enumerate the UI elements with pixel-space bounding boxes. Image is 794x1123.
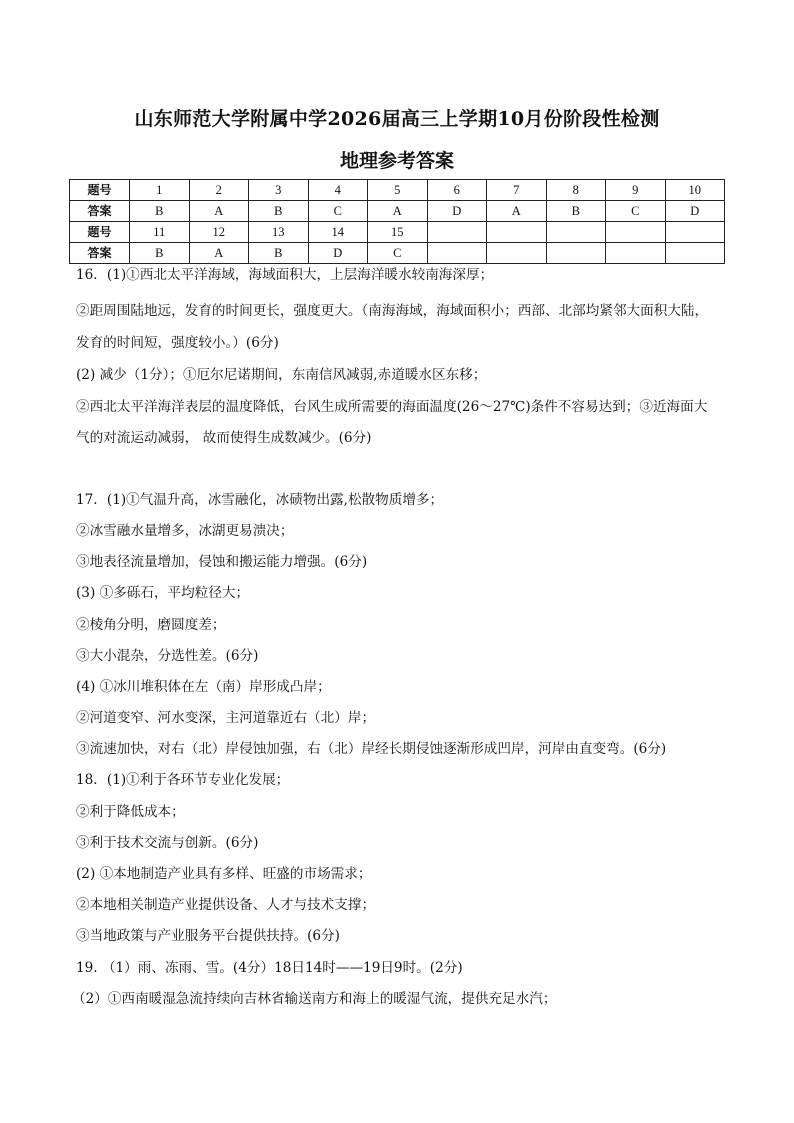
question-number [665, 222, 725, 243]
answer-cell [546, 243, 606, 264]
answer-cell [427, 243, 487, 264]
answer-cell: D [665, 201, 725, 222]
answer-line: 气的对流运动减弱， 故而使得生成数减少。(6分) [76, 430, 372, 446]
question-number: 10 [665, 180, 725, 201]
answer-cell: D [308, 243, 368, 264]
question-number: 8 [546, 180, 606, 201]
question-number: 5 [368, 180, 428, 201]
question-number [606, 222, 666, 243]
answer-cell: B [249, 243, 309, 264]
question-number: 13 [249, 222, 309, 243]
question-number: 14 [308, 222, 368, 243]
answer-line-q16: 16．(1)①西北太平洋海域，海域面积大，上层海洋暖水较南海深厚； [76, 267, 494, 283]
answer-line: (2) 减少（1分）；①厄尔尼诺期间，东南信风减弱,赤道暖水区东移； [76, 367, 487, 383]
question-number [427, 222, 487, 243]
answer-cell: A [189, 243, 249, 264]
question-number [546, 222, 606, 243]
answer-line: ③流速加快，对右（北）岸侵蚀加强，右（北）岸经长期侵蚀逐渐形成凹岸，河岸由直变弯。(6分) [76, 741, 667, 757]
table-row [70, 180, 725, 201]
answer-line: (3) ①多砾石，平均粒径大； [76, 585, 250, 601]
answer-line: ③利于技术交流与创新。(6分) [76, 835, 259, 851]
answer-cell [665, 243, 725, 264]
answer-line: ③地表径流量增加，侵蚀和搬运能力增强。(6分) [76, 554, 368, 570]
table-row [70, 201, 725, 222]
question-number: 11 [130, 222, 190, 243]
answer-line-q19: 19. （1）雨、冻雨、雪。(4分）18日14时——19日9时。(2分) [76, 960, 463, 976]
answer-cell [487, 243, 547, 264]
row-label-answer: 答案 [70, 243, 130, 264]
question-number: 3 [249, 180, 309, 201]
document-title: 山东师范大学附属中学2026届高三上学期10月份阶段性检测 [134, 108, 660, 130]
question-number: 1 [130, 180, 190, 201]
answer-cell: B [130, 201, 190, 222]
answer-cell: C [368, 243, 428, 264]
question-number: 6 [427, 180, 487, 201]
answer-line: ②冰雪融水量增多，冰湖更易溃决； [76, 523, 294, 539]
answer-cell: C [606, 201, 666, 222]
document-subtitle: 地理参考答案 [339, 150, 454, 172]
answer-line: (2) ①本地制造产业具有多样、旺盛的市场需求； [76, 866, 372, 882]
answer-line: ②利于降低成本； [76, 804, 185, 820]
answer-line: ②距周围陆地远，发育的时间更长，强度更大。（南海海域，海域面积小；西部、北部均紧邻大面积大陆， [76, 303, 709, 319]
question-number: 9 [606, 180, 666, 201]
row-label-answer: 答案 [70, 201, 130, 222]
answer-line: ②棱角分明，磨圆度差； [76, 617, 226, 633]
question-number: 12 [189, 222, 249, 243]
table-row [70, 222, 725, 243]
answer-cell: B [130, 243, 190, 264]
answer-line-q17: 17．(1)①气温升高，冰雪融化，冰碛物出露,松散物质增多； [76, 492, 444, 508]
answer-cell: A [189, 201, 249, 222]
question-number: 7 [487, 180, 547, 201]
answer-cell: B [249, 201, 309, 222]
answer-line: （2）①西南暖湿急流持续向吉林省输送南方和海上的暖湿气流，提供充足水汽； [72, 991, 557, 1007]
answer-table [69, 179, 725, 264]
answer-cell [606, 243, 666, 264]
answer-cell: C [308, 201, 368, 222]
answer-cell: B [546, 201, 606, 222]
answer-line: ②西北太平洋海洋表层的温度降低，台风生成所需要的海面温度(26～27℃)条件不容易达到；③近海面大 [76, 399, 708, 415]
answer-line: ②本地相关制造产业提供设备、人才与技术支撑； [76, 897, 376, 913]
answer-line: (4) ①冰川堆积体在左（南）岸形成凸岸； [76, 679, 331, 695]
question-number: 15 [368, 222, 428, 243]
answer-line-q18: 18．(1)①利于各环节专业化发展； [76, 772, 290, 788]
question-number: 2 [189, 180, 249, 201]
answer-cell: A [487, 201, 547, 222]
row-label-question: 题号 [70, 222, 130, 243]
answer-line: 发育的时间短，强度较小。）(6分) [76, 335, 279, 351]
answer-cell: D [427, 201, 487, 222]
table-row [70, 243, 725, 264]
answer-line: ②河道变窄、河水变深，主河道靠近右（北）岸； [76, 710, 376, 726]
answer-line: ③大小混杂，分选性差。(6分) [76, 648, 259, 664]
question-number [487, 222, 547, 243]
row-label-question: 题号 [70, 180, 130, 201]
answer-cell: A [368, 201, 428, 222]
question-number: 4 [308, 180, 368, 201]
answer-line: ③当地政策与产业服务平台提供扶持。(6分) [76, 928, 340, 944]
